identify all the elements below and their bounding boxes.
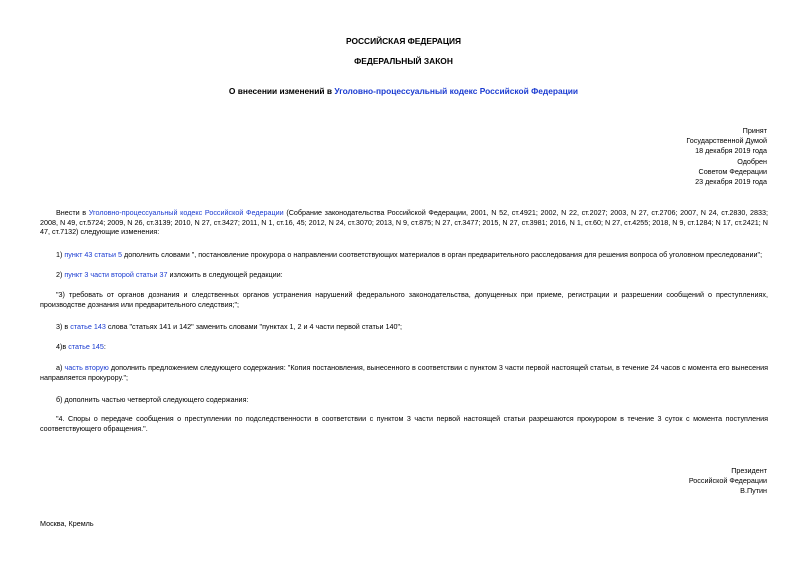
signature-block: [547, 466, 767, 497]
signature-line: Президент: [731, 466, 767, 475]
code-link-title[interactable]: Уголовно-процессуальный кодекс Российской Федерации: [334, 86, 579, 96]
item-2: 2) пункт 3 части второй статьи 37 изложить в следующей редакции:: [56, 270, 283, 279]
article-37-link[interactable]: пункт 3 части второй статьи 37: [64, 270, 168, 279]
country-heading: РОССИЙСКАЯ ФЕДЕРАЦИЯ: [345, 36, 462, 46]
adoption-line: Государственной Думой: [686, 136, 767, 146]
item-2-quote: "3) требовать от органов дознания и следственных органов устранения нарушений федерального законодательства, допущенных при приеме, регистрации и разрешении сообщений о преступлениях, производстве дознания или предварительного следствия;";: [40, 290, 768, 309]
intro-paragraph: Внести в Уголовно-процессуальный кодекс Российской Федерации (Собрание законодательства Российской Федерации, 2001, N 52, ст.4921; 2002, N 22, ст.2027; 2003, N 27, ст.2706; 2007, N 24, ст.2830, 2833; 2008, N 49, ст.5724; 2009, N 26, ст.3139; 2010, N 27, ст.3427; 2011, N 1, ст.16, 45; 2012, N 24, ст.3070; 2013, N 9, ст.875; N 27, ст.3477; 2015, N 27, ст.3981; 2016, N 1, ст.60; N 27, ст.4255; 2018, N 9, ст.1284; N 17, ст.2421; N 47, ст.7132) следующие изменения:: [40, 208, 768, 237]
part-two-link[interactable]: часть вторую: [64, 363, 109, 372]
law-type-heading: ФЕДЕРАЛЬНЫЙ ЗАКОН: [354, 56, 453, 66]
adoption-line: Одобрен: [737, 156, 767, 166]
item-4b-quote: "4. Споры о передаче сообщения о преступлении по подследственности в соответствии с пунктом 3 части первой настоящей статьи разрешаются прокурором в течение 3 суток с момента поступления соответствующего обращения.".: [40, 414, 768, 433]
adoption-line: 18 декабря 2019 года: [695, 146, 767, 156]
article-145-link[interactable]: статье 145: [68, 342, 104, 351]
adoption-block: [547, 126, 767, 187]
adoption-line: Советом Федерации: [698, 166, 767, 176]
item-4a: а) часть вторую дополнить предложением следующего содержания: "Копия постановления, вынесенного в соответствии с пунктом 3 части первой настоящей статьи, в течение 24 часов с момента его вынесения направляется прокурору.";: [40, 363, 769, 382]
signature-line: Российской Федерации: [688, 476, 767, 486]
code-link-intro[interactable]: Уголовно-процессуальный кодекс Российской Федерации: [88, 208, 284, 217]
law-title: [0, 86, 807, 97]
place-of-signing: Москва, Кремль: [40, 519, 94, 528]
item-1: 1) пункт 43 статьи 5 дополнить словами ", постановление прокурора о направлении соответствующих материалов в орган предварительного расследования для решения вопроса об уголовном преследовании";: [56, 250, 763, 259]
item-4: 4)в статье 145:: [56, 342, 106, 351]
adoption-line: Принят: [742, 126, 767, 135]
signature-name: В.Путин: [740, 486, 767, 496]
law-title-prefix: О внесении изменений в: [228, 86, 335, 96]
adoption-line: 23 декабря 2019 года: [695, 177, 767, 187]
article-5-link[interactable]: пункт 43 статьи 5: [64, 250, 123, 259]
article-143-link[interactable]: статье 143: [70, 322, 106, 331]
item-4b: б) дополнить частью четвертой следующего содержания:: [56, 395, 249, 404]
item-3: 3) в статье 143 слова "статьях 141 и 142" заменить словами "пунктах 1, 2 и 4 части первой статьи 140";: [56, 322, 403, 331]
